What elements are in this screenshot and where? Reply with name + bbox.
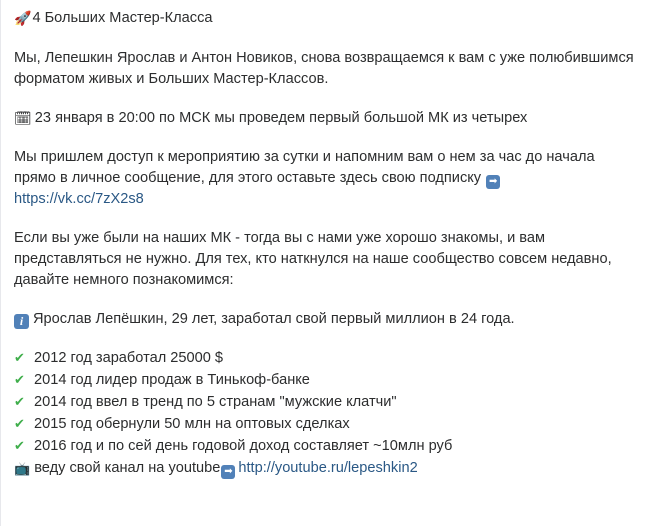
list-item [14, 436, 636, 457]
check-icon: ✔ [14, 395, 25, 410]
check-icon: ✔ [14, 373, 25, 388]
check-icon: ✔ [14, 417, 25, 432]
achievement-text: 2015 год обернули 50 млн на оптовых сделках [34, 416, 350, 432]
achievement-text: 2016 год и по сей день годовой доход составляет ~10млн руб [34, 438, 453, 454]
check-icon: ✔ [14, 439, 25, 454]
youtube-line [14, 458, 636, 480]
date-text: 23 января в 20:00 по МСК мы проведем первый большой МК из четырех [34, 110, 528, 126]
bio-text: Ярослав Лепёшкин, 29 лет, заработал свой первый миллион в 24 года. [33, 311, 515, 327]
youtube-link[interactable]: http://youtube.ru/lepeshkin2 [238, 460, 418, 476]
achievement-text: 2014 год лидер продаж в Тинькоф-банке [34, 372, 310, 388]
bio-paragraph [14, 309, 636, 330]
tv-icon: 📺 [14, 462, 31, 477]
intro-paragraph: Мы, Лепешкин Ярослав и Антон Новиков, снова возвращаемся к вам с уже полюбившимся форматом живых и Больших Мастер-Классов. [14, 50, 634, 87]
achievement-text: 2014 год ввел в тренд по 5 странам "мужские клатчи" [34, 394, 397, 410]
subscribe-link[interactable]: https://vk.cc/7zX2s8 [14, 191, 144, 207]
date-paragraph [14, 108, 636, 129]
list-item [14, 348, 636, 369]
access-text: Мы пришлем доступ к мероприятию за сутки и напомним вам о нем за час до начала прямо в личное сообщение, для этого оставьте здесь свою подписку [14, 149, 595, 186]
check-icon: ✔ [14, 351, 25, 366]
post-title [14, 8, 636, 29]
list-item [14, 392, 636, 413]
achievements-list [14, 348, 636, 457]
acquaintance-paragraph: Если вы уже были на наших МК - тогда вы с нами уже хорошо знакомы, и вам представляться не нужно. Для тех, кто наткнулся на наше сообщество совсем недавно, давайте немного познакомимся: [14, 230, 612, 288]
rocket-icon: 🚀 [14, 11, 32, 27]
arrow-right-icon: ➡ [486, 175, 500, 189]
info-icon: i [14, 314, 29, 329]
calendar-icon: 🗓 [14, 111, 32, 127]
achievement-text: 2012 год заработал 25000 $ [34, 350, 224, 366]
arrow-right-icon: ➡ [221, 465, 235, 479]
post-title-text: 4 Больших Мастер-Класса [32, 10, 213, 26]
access-paragraph [14, 147, 636, 210]
youtube-text: веду свой канал на youtube [34, 460, 221, 476]
list-item [14, 370, 636, 391]
left-divider [0, 0, 1, 526]
list-item [14, 414, 636, 435]
